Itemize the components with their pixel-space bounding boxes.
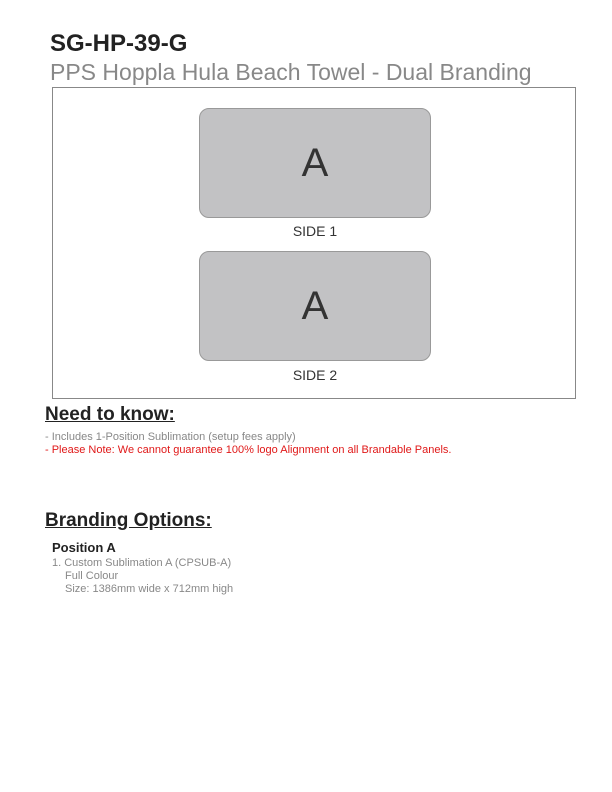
branding-diagram [52,87,576,399]
alignment-warning-note: - Please Note: We cannot guarantee 100% logo Alignment on all Brandable Panels. [45,444,452,456]
branding-options-heading: Branding Options: [45,510,212,531]
colour-spec: Full Colour [65,570,119,582]
size-spec: Size: 1386mm wide x 712mm high [65,583,234,595]
position-title: Position A [52,540,116,555]
side-1-label: SIDE 1 [292,223,338,239]
product-title: PPS Hoppla Hula Beach Towel - Dual Branding [50,59,532,85]
side-2-label: SIDE 2 [292,367,338,383]
branding-panel-side-2: A [199,251,431,361]
branding-panel-side-1: A [199,108,431,218]
branding-option-line: 1. Custom Sublimation A (CPSUB-A) [52,557,232,569]
setup-fee-note: - Includes 1-Position Sublimation (setup fees apply) [45,431,296,443]
position-a-block [52,540,233,596]
need-to-know-heading: Need to know: [45,404,175,425]
product-code: SG-HP-39-G [50,30,188,57]
need-to-know-notes [45,431,451,457]
